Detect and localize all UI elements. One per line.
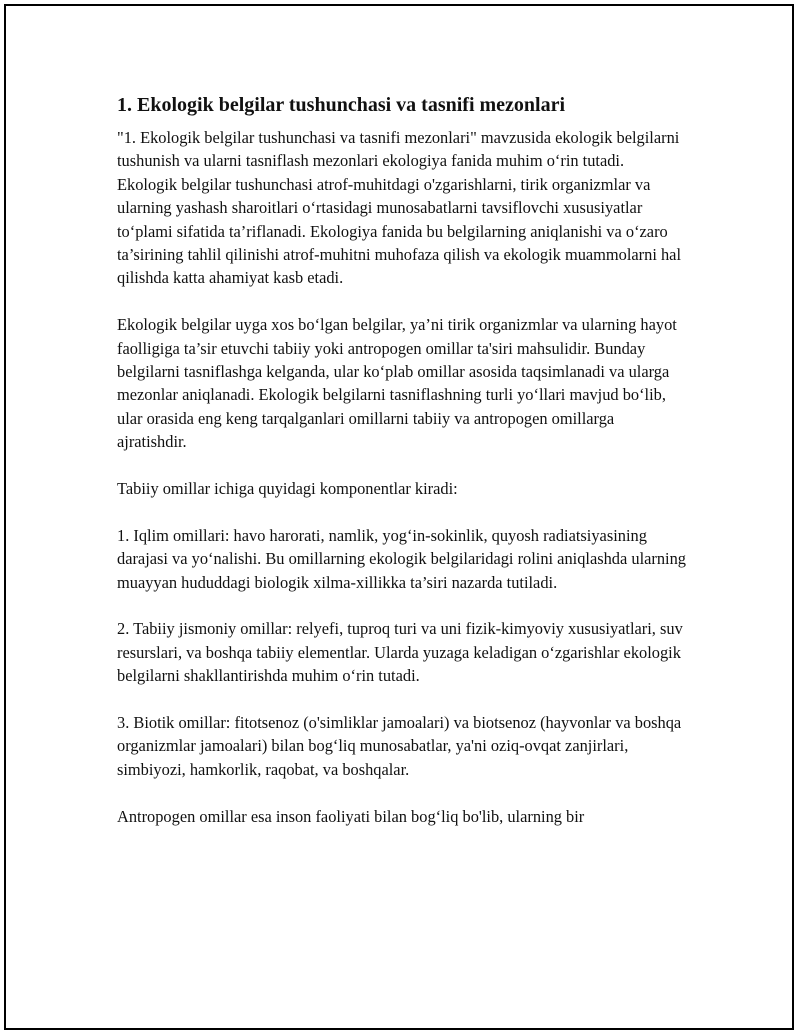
section-heading: 1. Ekologik belgilar tushunchasi va tasnifi mezonlari bbox=[117, 94, 566, 116]
paragraph-intro: "1. Ekologik belgilar tushunchasi va tasnifi mezonlari" mavzusida ekologik belgilarni tushunish va ularni tasniflash mezonlari ekologiya fanida muhim o‘rin tutadi. Ekologik belgilar tushunchasi atrof-muhitdagi o'zgarishlarni, tirik organizmlar va ularning yashash sharoitlari o‘rtasidagi munosabatlarni tavsiflovchi xususiyatlar to‘plami sifatida ta’riflanadi. Ekologiya fanida bu belgilarning aniqlanishi va o‘zaro ta’sirining tahlil qilinishi atrof-muhitni muhofaza qilish va ekologik muammolarni hal qilishda katta ahamiyat kasb etadi. bbox=[117, 128, 682, 288]
list-item-climate-factors: 1. Iqlim omillari: havo harorati, namlik, yog‘in-sokinlik, quyosh radiatsiyasining darajasi va yo‘nalishi. Bu omillarning ekologik belgilaridagi rolini aniqlashda ularning muayyan hududdagi biologik xilma-xillikka ta’siri nazarda tutiladi. bbox=[117, 525, 686, 592]
paragraph-anthropogenic-factors: Antropogen omillar esa inson faoliyati bilan bog‘liq bo'lib, ularning bir bbox=[117, 806, 585, 826]
list-item-physical-factors: 2. Tabiiy jismoniy omillar: relyefi, tuproq turi va uni fizik-kimyoviy xususiyatlari, suv resurslari, va boshqa tabiiy elementlar. Ularda yuzaga keladigan o‘zgarishlar ekologik belgilarni shakllantirishda muhim o‘rin tutadi. bbox=[117, 619, 683, 686]
list-item-biotic-factors: 3. Biotik omillar: fitotsenoz (o'simliklar jamoalari) va biotsenoz (hayvonlar va boshqa organizmlar jamoalari) bilan bog‘liq munosabatlar, ya'ni oziq-ovqat zanjirlari, simbiyozi, hamkorlik, raqobat, va boshqalar. bbox=[117, 713, 682, 779]
document-body bbox=[117, 92, 687, 851]
paragraph-natural-factors-intro: Tabiiy omillar ichiga quyidagi komponentlar kiradi: bbox=[117, 479, 458, 499]
paragraph-classification: Ekologik belgilar uyga xos bo‘lgan belgilar, ya’ni tirik organizmlar va ularning hayot faolligiga ta’sir etuvchi tabiiy yoki antropogen omillar ta'siri mahsulidir. Bunday belgilarni tasniflashga kelganda, ular ko‘plab omillar asosida taqsimlanadi va ularga mezonlar aniqlanadi. Ekologik belgilarni tasniflashning turli yo‘llari mavjud bo‘lib, ular orasida eng keng tarqalganlari omillarni tabiiy va antropogen omillarga ajratishdir. bbox=[117, 315, 677, 452]
